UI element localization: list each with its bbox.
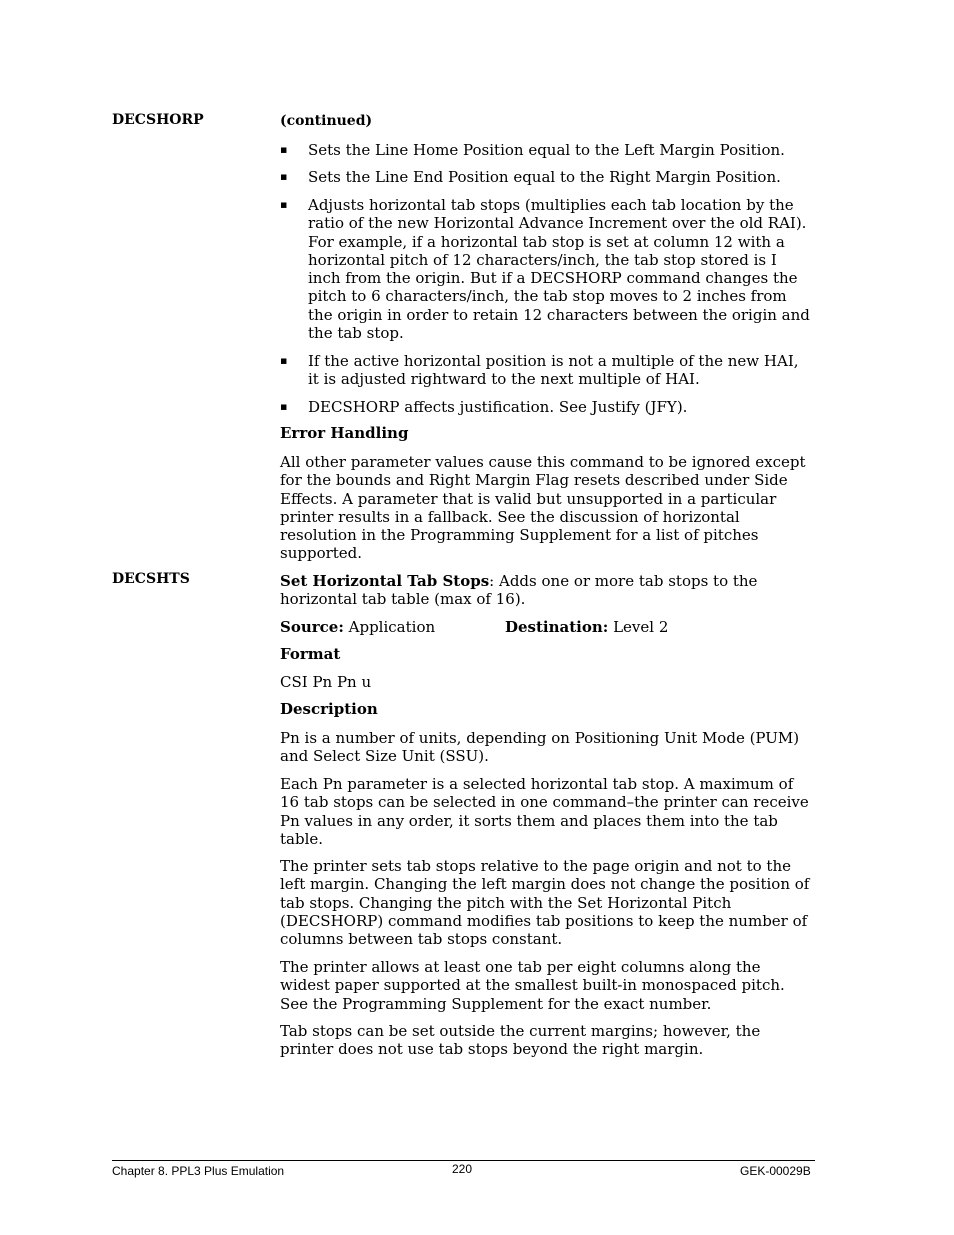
destination-label: Destination: <box>505 618 609 636</box>
destination-value: Level 2 <box>608 618 669 636</box>
bullet-text: Sets the Line Home Position equal to the Left Margin Position. <box>308 141 785 159</box>
description-heading: Description <box>280 700 378 718</box>
list-item <box>280 168 814 186</box>
source-value: Application <box>343 618 436 636</box>
bullet-text: If the active horizontal position is not a multiple of the new HAI, it is adjusted rightward to the next multiple of HAI. <box>308 352 799 389</box>
list-item <box>280 352 814 389</box>
description-paragraph: Pn is a number of units, depending on Positioning Unit Mode (PUM) and Select Size Unit (SSU). <box>280 729 800 766</box>
error-handling-heading: Error Handling <box>280 424 409 442</box>
continued-label: (continued) <box>280 113 373 129</box>
decshts-title-rest: : Adds one or more tab stops to the horizontal tab table (max of 16). <box>280 572 758 609</box>
bullet-text: Adjusts horizontal tab stops (multiplies each tab location by the ratio of the new Horizontal Advance Increment over the old RAI). For example, if a horizontal tab stop is set at column 12 with a horizontal pitch of 12 characters/inch, the tab stop stored is I inch from the origin. But if a DECSHORP command changes the pitch to 6 characters/inch, the tab stop moves to 2 inches from the origin in order to retain 12 characters between the origin and the tab stop. <box>308 196 810 343</box>
term-decshts: DECSHTS <box>112 571 190 587</box>
bullet-icon: ▪ <box>280 354 288 367</box>
bullet-icon: ▪ <box>280 170 288 183</box>
footer-page-number: 220 <box>452 1162 473 1176</box>
destination-field <box>505 618 668 636</box>
bullet-icon: ▪ <box>280 143 288 156</box>
decshts-title: Set Horizontal Tab Stops <box>280 572 490 590</box>
bullet-icon: ▪ <box>280 400 288 413</box>
list-item <box>280 141 814 159</box>
format-heading: Format <box>280 645 341 663</box>
decshts-summary <box>280 572 814 609</box>
term-decshorp: DECSHORP <box>112 112 204 128</box>
source-field <box>280 618 435 636</box>
description-paragraph: The printer allows at least one tab per eight columns along the widest paper supported at the smallest built-in monospaced pitch. See the Programming Supplement for the exact number. <box>280 958 785 1013</box>
description-paragraph: The printer sets tab stops relative to the page origin and not to the left margin. Changing the left margin does not change the position of tab stops. Changing the pitch with the Set Horizontal Pitch (DECSHORP) command modifies tab positions to keep the number of columns between tab stops constant. <box>280 857 810 949</box>
footer-chapter: Chapter 8. PPL3 Plus Emulation <box>112 1164 285 1178</box>
footer-divider <box>112 1160 815 1161</box>
source-label: Source: <box>280 618 344 636</box>
list-item <box>280 398 814 416</box>
description-paragraph: Each Pn parameter is a selected horizontal tab stop. A maximum of 16 tab stops can be selected in one command–the printer can receive Pn values in any order, it sorts them and places them into the tab table. <box>280 775 809 848</box>
format-text: CSI Pn Pn u <box>280 673 372 691</box>
bullet-icon: ▪ <box>280 198 288 211</box>
bullet-text: Sets the Line End Position equal to the Right Margin Position. <box>308 168 781 186</box>
error-handling-text: All other parameter values cause this command to be ignored except for the bounds and Right Margin Flag resets described under Side Effects. A parameter that is valid but unsupported in a particular printer results in a fallback. See the discussion of horizontal resolution in the Programming Supplement for a list of pitches supported. <box>280 453 806 563</box>
bullet-text: DECSHORP affects justification. See Justify (JFY). <box>308 398 688 416</box>
footer-doc-id: GEK-00029B <box>740 1164 811 1178</box>
description-paragraph: Tab stops can be set outside the current margins; however, the printer does not use tab stops beyond the right margin. <box>280 1022 761 1059</box>
list-item <box>280 196 814 342</box>
